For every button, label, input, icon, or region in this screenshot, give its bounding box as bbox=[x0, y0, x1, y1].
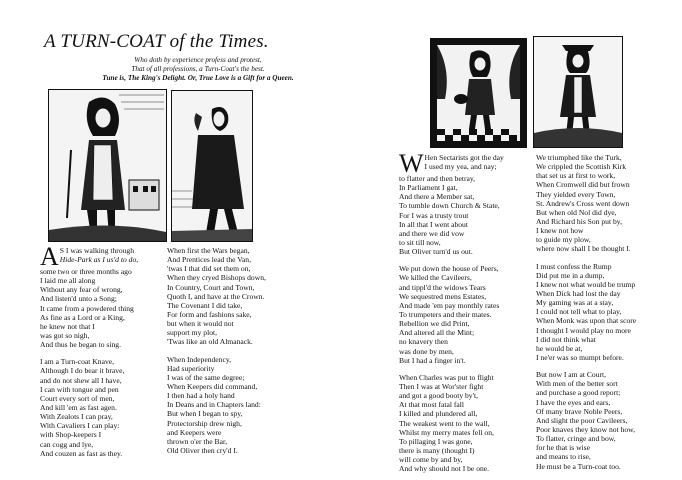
subtitle-line-2: That of all professions, a Turn-Coat's the best. bbox=[131, 65, 265, 73]
verse-line: In all that I went about bbox=[399, 219, 468, 229]
verse-line: They yielded every Town, bbox=[536, 189, 616, 199]
verse-line: I then had a holy hand bbox=[167, 391, 235, 401]
verse-line: With Cavaliers I can play: bbox=[40, 421, 120, 431]
verse-line: For I was a trusty trout bbox=[399, 210, 469, 220]
verse-line: And why should not I be one. bbox=[399, 464, 490, 474]
stanza-4-2 bbox=[536, 262, 636, 363]
verse-line: Without any fear of wrong, bbox=[40, 285, 123, 295]
verse-line: To trumpeters and their mates. bbox=[399, 309, 492, 319]
verse-line: For form and fashions sake, bbox=[167, 309, 252, 319]
verse-line: Although I do bear it brave, bbox=[40, 366, 125, 376]
verse-line: I am a Turn-coat Knave, bbox=[40, 357, 115, 367]
stanza-4-1 bbox=[536, 153, 636, 254]
verse-line: And listen'd unto a Song; bbox=[40, 294, 117, 304]
stanza-4-3 bbox=[536, 370, 636, 471]
page-title: A TURN-COAT of the Times. bbox=[44, 31, 269, 52]
verse-line: I killed and plundered all, bbox=[399, 409, 478, 419]
verse-line: but when it would not bbox=[167, 319, 234, 329]
verse-line: And couzen as fast as they. bbox=[40, 448, 123, 458]
verse-line: and there we did vow bbox=[399, 228, 465, 238]
verse-line: When Independency, bbox=[167, 354, 232, 364]
verse-line: And Richard his Son put by, bbox=[536, 216, 622, 226]
verse-line: support my plot, bbox=[167, 328, 217, 338]
praying-man-woodcut-image bbox=[172, 91, 252, 241]
verse-line: In Country, Court and Town, bbox=[167, 282, 255, 292]
praying-man-woodcut bbox=[171, 90, 253, 242]
verse-line: Protectorship drew nigh, bbox=[167, 418, 242, 428]
verse-line: To flatter, cringe and bow, bbox=[536, 434, 616, 444]
verse-line: We killed the Cavileers, bbox=[399, 273, 472, 283]
verse-line: Court every sort of men, bbox=[40, 393, 115, 403]
verse-line: Poor knaves they know not how, bbox=[536, 424, 636, 434]
verse-line: And altered all the Mint; bbox=[399, 328, 475, 338]
verse-line: no knavery then bbox=[399, 337, 448, 347]
verse-line: When first the Wars began, bbox=[167, 246, 250, 255]
verse-line: When Dick had lost the day bbox=[536, 288, 621, 298]
verse-line: was done by men, bbox=[399, 346, 454, 356]
verse-line: there is many (thought I) bbox=[399, 445, 475, 455]
verse-line: But Oliver turn'd us out. bbox=[399, 247, 473, 257]
verse-line: The Covenant I did take, bbox=[167, 300, 243, 310]
verse-line: and purchase a good report; bbox=[536, 388, 621, 398]
verse-line: he would be at, bbox=[536, 343, 583, 353]
verse-line: I ne'er was so mumpt before. bbox=[536, 352, 624, 362]
verse-line: I can with tongue and pen bbox=[40, 384, 119, 394]
verse-line: Hide-Park as I us'd to do, bbox=[59, 255, 139, 265]
verse-line: that set us at first to work, bbox=[536, 171, 616, 181]
verse-line: We triumphed like the Turk, bbox=[536, 153, 622, 162]
gentleman-with-hat-woodcut-image bbox=[431, 39, 526, 147]
column-4 bbox=[536, 153, 636, 471]
verse-line: And there a Member sat, bbox=[399, 192, 475, 202]
verse-line: Whilst my merry mates fell on, bbox=[399, 427, 494, 437]
verse-line: Rebellion we did Print, bbox=[399, 319, 470, 329]
cavalier-woodcut bbox=[48, 89, 167, 242]
verse-line: We crippled the Scottish Kirk bbox=[536, 162, 627, 172]
column-2 bbox=[167, 246, 266, 455]
verse-line: 'twas I that did set them on, bbox=[167, 264, 251, 274]
verse-line: I have the eyes and ears, bbox=[536, 397, 611, 407]
verse-line: I used my yea, and nay; bbox=[424, 162, 497, 172]
verse-line: We put down the house of Peers, bbox=[399, 264, 499, 274]
verse-line: was got so nigh, bbox=[40, 330, 90, 340]
verse-line: But when old Nol did dye, bbox=[536, 207, 617, 217]
verse-line: It came from a powdered thing bbox=[40, 303, 134, 313]
verse-line: and Keepers were bbox=[167, 427, 222, 437]
stanza-3-1 bbox=[399, 149, 504, 257]
verse-line: But when I began to spy, bbox=[167, 409, 243, 419]
verse-line: Hen Sectarists got the day bbox=[424, 153, 504, 162]
dropcap-w: W bbox=[399, 149, 424, 178]
verse-line: will come by and by, bbox=[399, 455, 463, 465]
verse-line: In Deans and in Chapters land: bbox=[167, 400, 261, 410]
verse-line: I knew not how bbox=[536, 226, 584, 236]
verse-line: to guide my plow, bbox=[536, 235, 591, 245]
verse-line: I did not think what bbox=[536, 334, 596, 344]
verse-line: When Charles was put to flight bbox=[399, 372, 494, 382]
verse-line: St. Andrew's Cross went down bbox=[536, 198, 630, 208]
verse-line: We sequestred mens Estates, bbox=[399, 291, 487, 301]
verse-line: At that most fatal fall bbox=[399, 400, 464, 410]
verse-line: with Shop-keepers I bbox=[40, 430, 102, 440]
column-1 bbox=[40, 242, 139, 458]
verse-line: I was of the same degree; bbox=[167, 372, 245, 382]
dropcap-a: A bbox=[40, 242, 59, 271]
verse-line: As fine as a Lord or a King, bbox=[40, 312, 125, 322]
verse-line: I laid me all along bbox=[40, 276, 96, 286]
verse-line: With Zealots I can pray, bbox=[40, 412, 113, 422]
verse-line: I knew not what would be trump bbox=[536, 279, 636, 289]
verse-line: My gaming was at a stay, bbox=[536, 298, 614, 308]
stanza-1-1 bbox=[40, 242, 139, 350]
verse-line: to sit till now, bbox=[399, 237, 441, 247]
verse-line: some two or three months ago bbox=[40, 267, 132, 276]
verse-line: I could not tell what to play, bbox=[536, 307, 622, 317]
verse-line: When Keepers did command, bbox=[167, 381, 258, 391]
verse-line: He must be a Turn-coat too. bbox=[536, 461, 621, 471]
subtitle-line-1: Who doth by experience profess and protest, bbox=[134, 56, 262, 64]
verse-line: The weakest went to the wall, bbox=[399, 418, 490, 428]
verse-line: I thought I would play no more bbox=[536, 325, 631, 335]
verse-line: But now I am at Court, bbox=[536, 370, 607, 380]
stanza-2-2 bbox=[167, 355, 266, 456]
verse-line: And slight the poor Cavileers, bbox=[536, 415, 628, 425]
verse-line: When Cromwell did but frown bbox=[536, 180, 630, 190]
stanza-3-2 bbox=[399, 264, 500, 365]
verse-line: Then I was at Wor'ster fight bbox=[399, 381, 484, 391]
column-3 bbox=[399, 149, 504, 474]
verse-line: to flatter and then betray, bbox=[399, 174, 476, 183]
stanza-1-2 bbox=[40, 357, 134, 458]
verse-line: And kill 'em as fast agen. bbox=[40, 402, 117, 412]
verse-line: To pillaging I was gone, bbox=[399, 436, 473, 446]
verse-line: And made 'em pay monthly rates bbox=[399, 300, 500, 310]
verse-line: When they cryed Bishops down, bbox=[167, 273, 266, 283]
verse-line: And thus he began to sing. bbox=[40, 340, 121, 350]
verse-line: thrown o'er the Bar, bbox=[167, 436, 228, 446]
verse-line: and means to rise, bbox=[536, 452, 591, 462]
verse-line: With men of the better sort bbox=[536, 379, 618, 389]
verse-line: and tippl'd the widows Tears bbox=[399, 282, 486, 292]
verse-line: To tumble down Church & State, bbox=[399, 201, 500, 211]
verse-line: S I was walking through bbox=[59, 246, 135, 255]
verse-line: Quoth I, and have at the Crown. bbox=[167, 291, 265, 301]
verse-line: And Prentices lead the Van, bbox=[167, 255, 252, 265]
verse-line: Did put me in a dump, bbox=[536, 270, 605, 280]
gentleman-with-hat-woodcut bbox=[430, 38, 527, 148]
verse-line: I must confess the Rump bbox=[536, 261, 612, 271]
verse-line: Of many brave Noble Peers, bbox=[536, 406, 623, 416]
verse-line: where now shall I be thought I. bbox=[536, 244, 631, 254]
stanza-2-1 bbox=[167, 246, 266, 347]
gentleman-standing-woodcut-image bbox=[534, 37, 622, 147]
stanza-3-3 bbox=[399, 373, 500, 474]
verse-line: Had superiority bbox=[167, 363, 215, 373]
verse-line: When Monk was upon that score bbox=[536, 316, 637, 326]
verse-line: can cogg and lye, bbox=[40, 439, 94, 449]
verse-line: Old Oliver then cry'd I. bbox=[167, 445, 238, 455]
verse-line: and do not shew all I have, bbox=[40, 375, 122, 385]
tune-line: Tune is, The King's Delight. Or, True Love is a Gift for a Queen. bbox=[102, 74, 294, 82]
verse-line: 'Twas like an old Almanack. bbox=[167, 337, 253, 347]
gentleman-standing-woodcut bbox=[533, 36, 623, 148]
verse-line: he knew not that I bbox=[40, 321, 95, 331]
verse-line: for he that is wise bbox=[536, 443, 590, 453]
verse-line: and got a good booty by't, bbox=[399, 391, 478, 401]
verse-line: But I had a finger in't. bbox=[399, 355, 466, 365]
cavalier-woodcut-image bbox=[49, 90, 166, 241]
verse-line: In Parliament I gat, bbox=[399, 183, 458, 193]
